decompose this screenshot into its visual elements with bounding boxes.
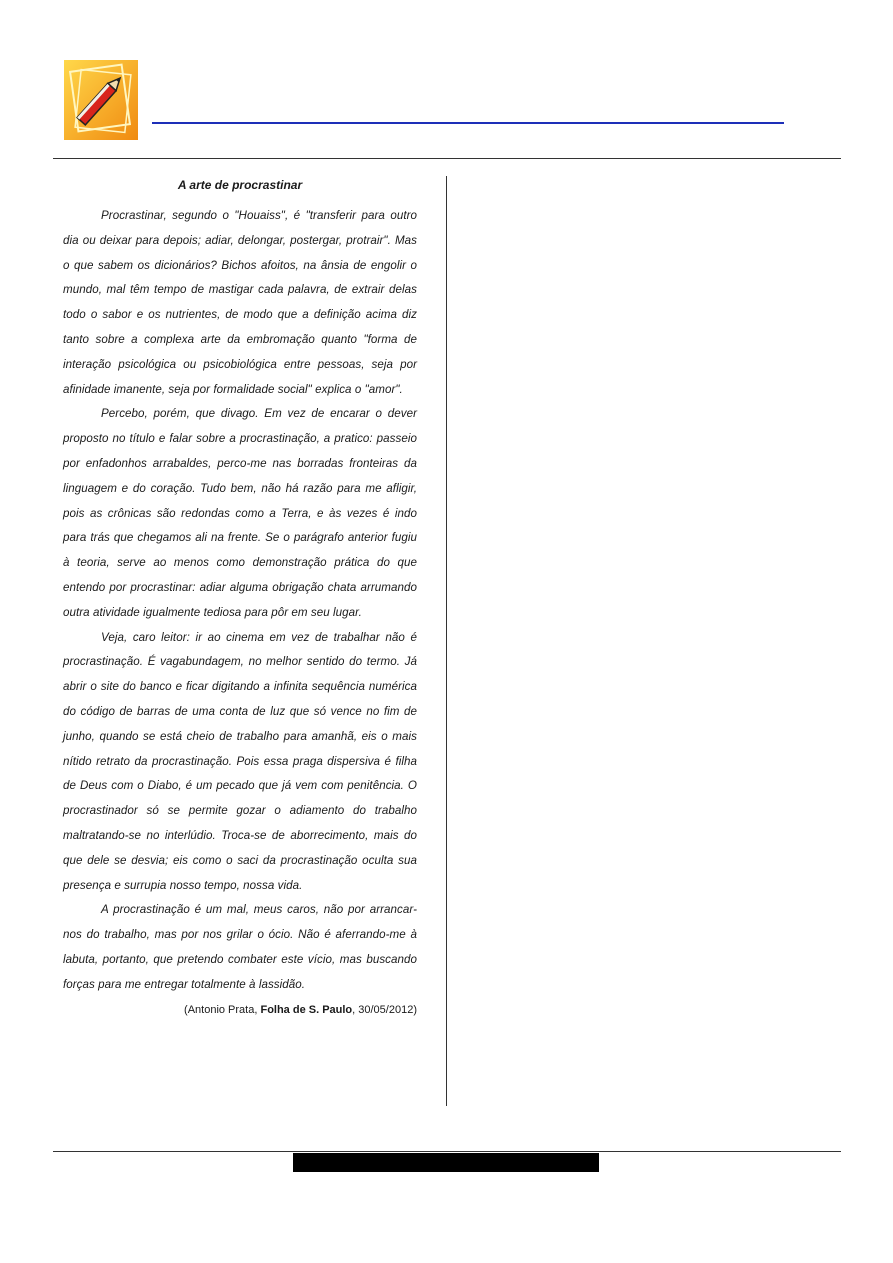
source-date: , 30/05/2012) (352, 1003, 417, 1016)
source-publication: Folha de S. Paulo (260, 1003, 353, 1016)
article (63, 176, 417, 1020)
header-line (152, 122, 784, 124)
article-paragraph: A procrastinação é um mal, meus caros, não por arrancar-nos do trabalho, mas por nos grilar o ócio. Não é aferrando-me à labuta, portanto, que pretendo combater este vício, mas buscando forças para me entregar totalmente à lassidão. (63, 903, 417, 991)
pencil-logo-icon (64, 60, 138, 140)
article-source (63, 1000, 417, 1020)
article-paragraph: Procrastinar, segundo o "Houaiss", é "transferir para outro dia ou deixar para depois; adiar, delongar, postergar, protrair". Mas o que sabem os dicionários? Bichos afoitos, na ânsia de engolir o mundo, mal têm tempo de mastigar cada palavra, de extrair delas todo o sabor e os nutrientes, de modo que a definição acima diz tanto sobre a complexa arte da embromação quanto "forma de interação psicológica ou psicobiológica entre pessoas, seja por afinidade imanente, seja por formalidade social" explica o "amor". (63, 209, 417, 396)
article-paragraph: Veja, caro leitor: ir ao cinema em vez de trabalhar não é procrastinação. É vagabundagem, no melhor sentido do termo. Já abrir o site do banco e ficar digitando a infinita sequência numérica do código de barras de uma conta de luz que só vence no fim de junho, quando se está cheio de trabalho para amanhã, eis o mais nítido retrato da procrastinação. Pois essa praga dispersiva é filha de Deus com o Diabo, é um pecado que já vem com penitência. O procrastinador só se permite gozar o adiamento do trabalho maltratando-se no interlúdio. Troca-se de aborrecimento, mais do que dele se desvia; eis como o saci da procrastinação oculta sua presença e surrupia nosso tempo, nossa vida. (63, 630, 417, 892)
article-paragraph: Percebo, porém, que divago. Em vez de encarar o dever proposto no título e falar sobre a procrastinação, a pratico: passeio por enfadonhos arrabaldes, perco-me nas borradas fronteiras da linguagem e do coração. Tudo bem, não há razão para me afligir, pois as crônicas são redondas como a Terra, e às vezes é indo para trás que chegamos ali na frente. Se o parágrafo anterior fugiu à teoria, serve ao menos como demonstração prática do que entendo por procrastinar: adiar alguma obrigação chata arrumando outra atividade igualmente tediosa para pôr em seu lugar. (63, 407, 417, 619)
source-author: (Antonio Prata, (184, 1003, 261, 1016)
header-divider (53, 158, 841, 159)
article-title: A arte de procrastinar (177, 178, 303, 192)
column-divider (446, 176, 447, 1106)
footer-bar (293, 1153, 599, 1172)
footer-divider (53, 1151, 841, 1152)
